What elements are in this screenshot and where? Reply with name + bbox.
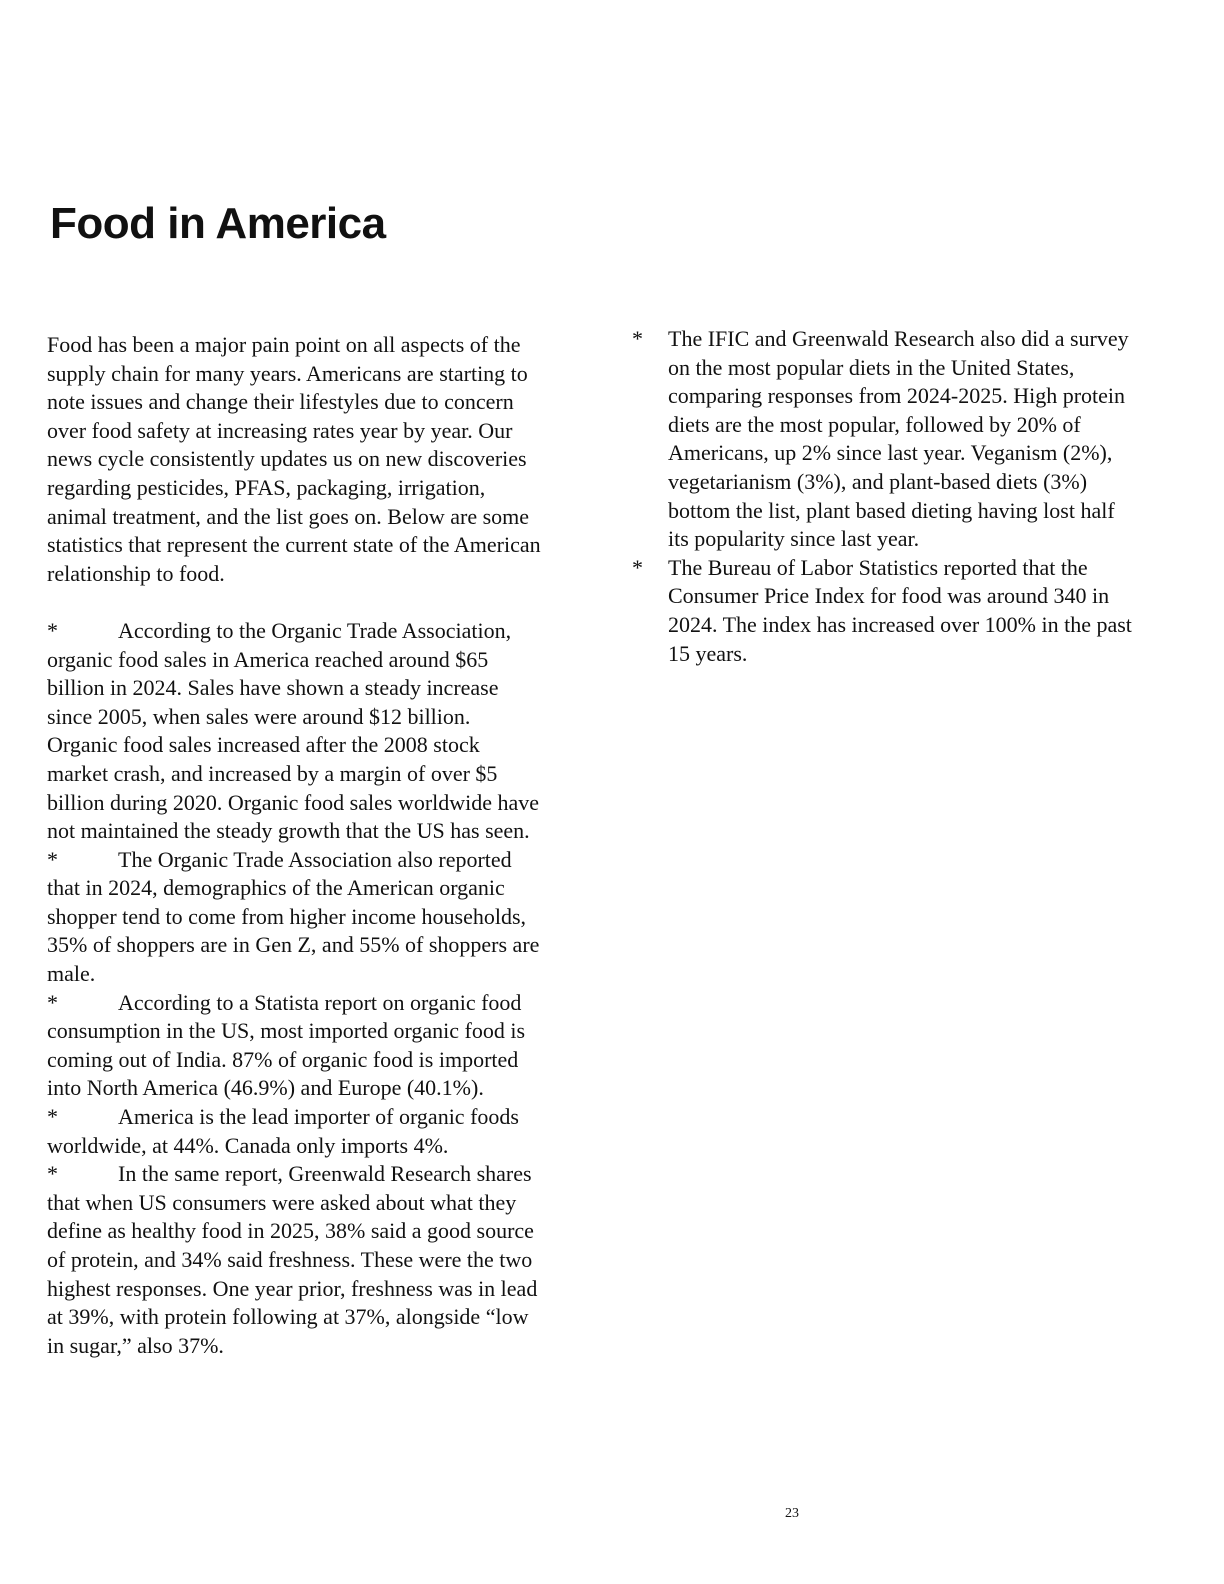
- bullet-item: [47, 989, 542, 1103]
- bullet-item: [632, 325, 1132, 554]
- bullet-text: According to the Organic Trade Association, organic food sales in America reached around $65 billion in 2024. Sales have shown a steady increase since 2005, when sales were around $12 billion. Organic food sales increased after the 2008 stock market crash, and increased by a margin of over $5 billion during 2020. Organic food sales worldwide have not maintained the steady growth that the US has seen.: [47, 617, 540, 844]
- bullet-marker: *: [47, 846, 58, 872]
- bullet-marker: *: [632, 326, 643, 351]
- bullet-item: [47, 846, 542, 989]
- bullet-item: [47, 1160, 542, 1360]
- bullet-text: The Bureau of Labor Statistics reported that the Consumer Price Index for food was around 340 in 2024. The index has increased over 100% in the past 15 years.: [668, 554, 1132, 666]
- left-column: [47, 331, 542, 1360]
- bullet-text: According to a Statista report on organic food consumption in the US, most imported organic food is coming out of India. 87% of organic food is imported into North America (46.9%) and Europe (40.1%).: [47, 989, 526, 1101]
- right-column: [632, 325, 1132, 668]
- bullet-marker: *: [632, 554, 643, 580]
- bullet-marker: *: [47, 1104, 58, 1130]
- bullet-marker: *: [47, 617, 58, 643]
- bullet-marker: *: [47, 1161, 58, 1187]
- bullet-text: In the same report, Greenwald Research shares that when US consumers were asked about what they define as healthy food in 2025, 38% said a good source of protein, and 34% said freshness. These were the two highest responses. One year prior, freshness was in lead at 39%, with protein following at 37%, alongside “low in sugar,” also 37%.: [47, 1161, 538, 1358]
- bullet-text: The Organic Trade Association also reported that in 2024, demographics of the American organic shopper tend to come from higher income households, 35% of shoppers are in Gen Z, and 55% of shoppers are male.: [47, 846, 540, 987]
- bullet-item: [47, 617, 542, 846]
- page-title: Food in America: [50, 199, 386, 248]
- intro-paragraph: Food has been a major pain point on all aspects of the supply chain for many years. Americans are starting to note issues and change their lifestyles due to concern over food safety at increasing rates year by year. Our news cycle consistently updates us on new discoveries regarding pesticides, PFAS, packaging, irrigation, animal treatment, and the list goes on. Below are some statistics that represent the current state of the American relationship to food.: [47, 332, 541, 586]
- bullet-text: The IFIC and Greenwald Research also did a survey on the most popular diets in the United States, comparing responses from 2024-2025. High protein diets are the most popular, followed by 20% of Americans, up 2% since last year. Veganism (2%), vegetarianism (3%), and plant-based diets (3%) bottom the list, plant based dieting having lost half its popularity since last year.: [668, 326, 1129, 552]
- page-number: 23: [785, 1506, 799, 1521]
- bullet-marker: *: [47, 989, 58, 1015]
- bullet-text: America is the lead importer of organic foods worldwide, at 44%. Canada only imports 4%.: [47, 1104, 519, 1158]
- bullet-item: [632, 554, 1132, 668]
- bullet-item: [47, 1103, 542, 1160]
